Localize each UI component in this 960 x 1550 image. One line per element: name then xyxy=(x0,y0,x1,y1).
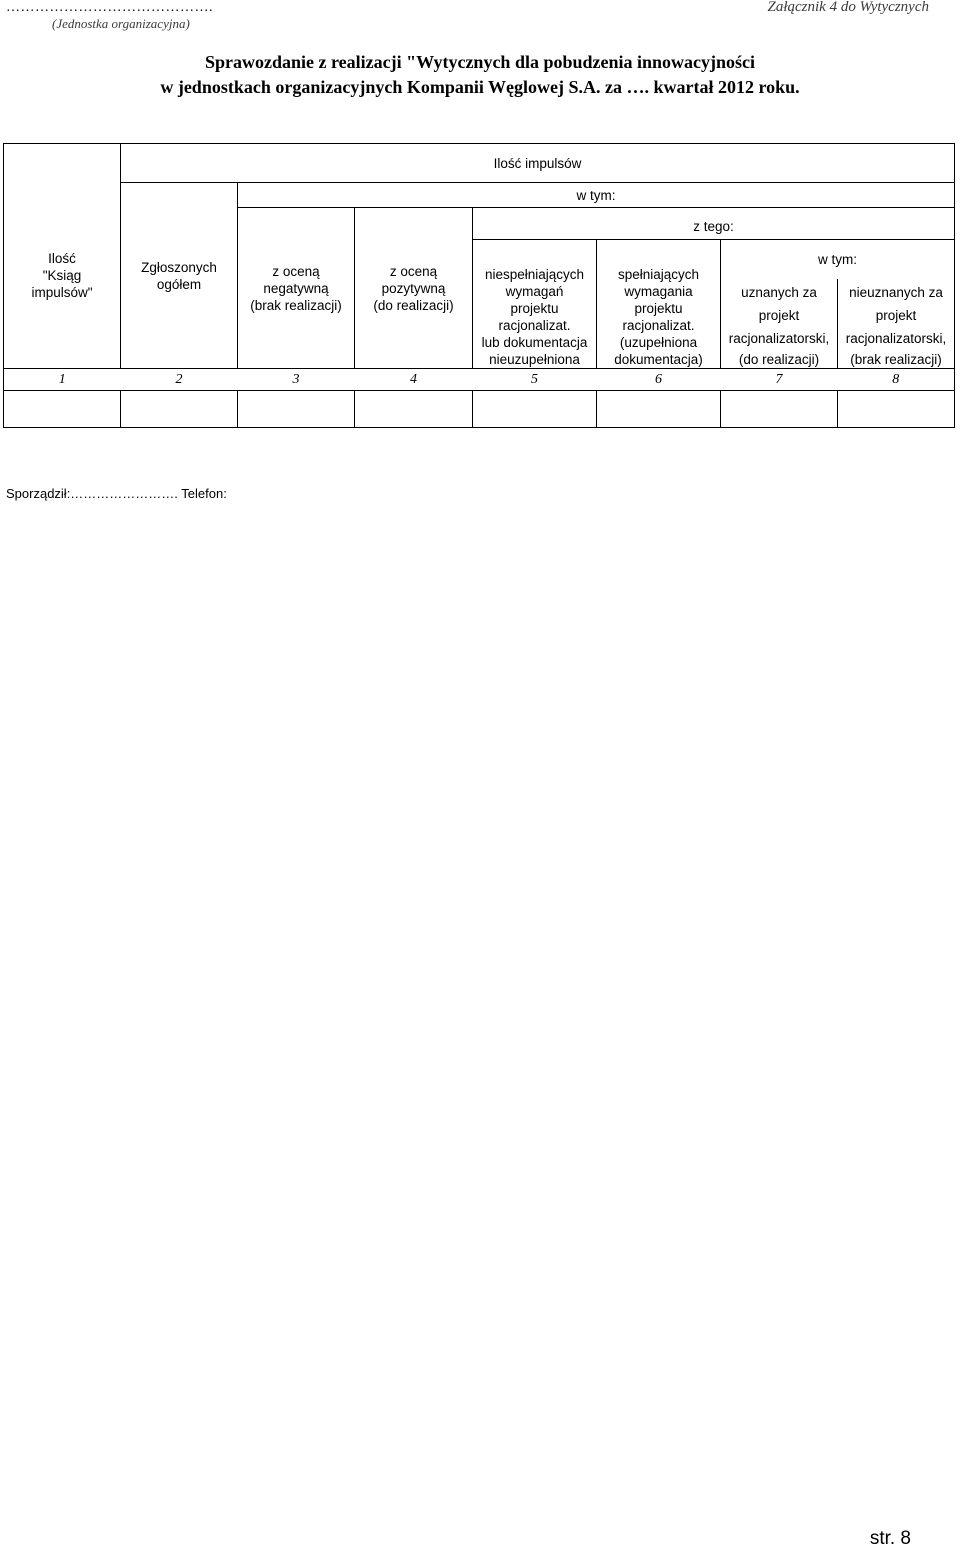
header-col-2-line: ogółem xyxy=(156,276,202,292)
header-col-6-line: (uzupełniona xyxy=(619,335,698,350)
blank-corner xyxy=(4,144,121,183)
column-number: 5 xyxy=(473,369,597,391)
data-cell-4[interactable] xyxy=(355,391,473,428)
header-col-5 xyxy=(473,240,597,369)
column-number: 2 xyxy=(121,369,238,391)
header-col-4 xyxy=(355,208,473,369)
header-col-6-line: spełniających xyxy=(617,267,700,282)
header-col-8-line: racjonalizatorski, xyxy=(845,331,947,346)
annex-label: Załącznik 4 do Wytycznych xyxy=(767,0,929,15)
header-col-5-line: nieuzupełniona xyxy=(489,352,580,367)
data-cell-6[interactable] xyxy=(597,391,721,428)
column-number: 3 xyxy=(238,369,355,391)
header-col-7-line: (do realizacji) xyxy=(738,352,820,367)
header-col-5-line: projektu xyxy=(510,301,559,316)
header-col-2-line: Zgłoszonych xyxy=(141,259,217,275)
header-wtym-2: w tym: xyxy=(721,240,955,279)
data-cell-2[interactable] xyxy=(121,391,238,428)
header-col-8-line: projekt xyxy=(875,308,917,323)
header-col-6 xyxy=(597,240,721,369)
header-col-1-line: impulsów" xyxy=(31,284,93,300)
header-col-6-line: wymagania xyxy=(624,284,693,299)
header-col-6-line: dokumentacja) xyxy=(614,352,703,367)
header-col-1-line: "Ksiąg xyxy=(42,267,82,283)
header-col-2 xyxy=(121,183,238,369)
title-line-1: Sprawozdanie z realizacji "Wytycznych dla pobudzenia innowacyjności xyxy=(205,52,755,72)
data-cell-3[interactable] xyxy=(238,391,355,428)
report-table xyxy=(3,143,955,428)
header-col-6-line: racjonalizat. xyxy=(622,318,695,333)
header-col-7-line: uznanych za xyxy=(741,285,817,300)
header-col-5-line: lub dokumentacja xyxy=(481,335,588,350)
header-col-5-line: niespełniających xyxy=(484,267,585,282)
data-cell-8[interactable] xyxy=(838,391,955,428)
title-line-2: w jednostkach organizacyjnych Kompanii Węglowej S.A. za …. kwartał 2012 roku. xyxy=(160,77,800,97)
column-number: 4 xyxy=(355,369,473,391)
header-col-3-line: negatywną xyxy=(263,280,329,296)
column-number: 7 xyxy=(721,369,838,391)
header-col-4-line: pozytywną xyxy=(381,280,446,296)
header-col-5-line: wymagań xyxy=(505,284,564,299)
header-ztego: z tego: xyxy=(473,208,955,240)
unit-label: (Jednostka organizacyjna) xyxy=(52,16,190,31)
header-col-7-line: racjonalizatorski, xyxy=(728,331,830,346)
column-number: 1 xyxy=(4,369,121,391)
header-col-8 xyxy=(838,279,955,369)
header-col-4-line: (do realizacji) xyxy=(373,297,454,313)
header-col-8-line: (brak realizacji) xyxy=(850,352,942,367)
header-col-6-line: projektu xyxy=(634,301,683,316)
page-number: str. 8 xyxy=(869,1528,911,1549)
column-number: 6 xyxy=(597,369,721,391)
data-cell-1[interactable] xyxy=(4,391,121,428)
header-col-5-line: racjonalizat. xyxy=(498,318,571,333)
data-cell-5[interactable] xyxy=(473,391,597,428)
report-title xyxy=(0,50,960,100)
header-col-1 xyxy=(4,183,121,369)
header-col-8-line: nieuznanych za xyxy=(849,285,943,300)
data-cell-7[interactable] xyxy=(721,391,838,428)
header-col-3-line: (brak realizacji) xyxy=(250,297,342,313)
header-wtym: w tym: xyxy=(238,183,955,208)
header-col-3 xyxy=(238,208,355,369)
column-number: 8 xyxy=(838,369,955,391)
header-col-4-line: z oceną xyxy=(389,263,438,279)
header-total: Ilość impulsów xyxy=(121,144,955,183)
header-col-7-line: projekt xyxy=(758,308,800,323)
unit-dots: ……………………………………. xyxy=(6,0,213,15)
header-col-7 xyxy=(721,279,838,369)
footer-signature: Sporządził:……………………. Telefon: xyxy=(6,486,227,501)
header-col-3-line: z oceną xyxy=(272,263,320,279)
header-col-1-line: Ilość xyxy=(48,250,76,266)
